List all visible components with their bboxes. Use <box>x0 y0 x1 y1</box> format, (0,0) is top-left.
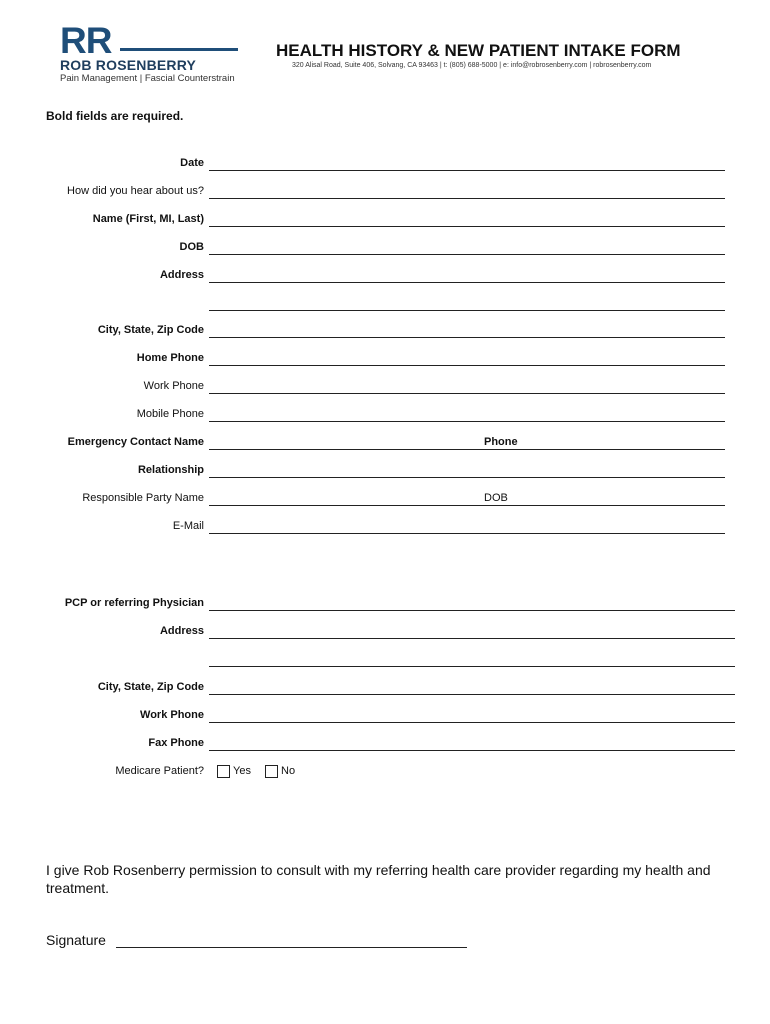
signature-line[interactable] <box>116 947 467 948</box>
field-label-relationship: Relationship <box>137 463 204 476</box>
field-label-pcp-or-referring-physician: PCP or referring Physician <box>64 597 204 609</box>
field-line-dob[interactable] <box>480 505 725 506</box>
field-line-e-mail[interactable] <box>209 533 725 534</box>
field-label-dob: DOB <box>484 491 508 504</box>
field-line-relationship[interactable] <box>209 477 725 478</box>
field-line-mobile-phone[interactable] <box>209 421 725 422</box>
field-label-fax-phone: Fax Phone <box>148 737 204 749</box>
field-line-emergency-contact-name[interactable] <box>209 449 480 450</box>
field-line-dob[interactable] <box>209 254 725 255</box>
field-label-date: Date <box>180 157 204 169</box>
medicare-yes-label: Yes <box>233 765 251 777</box>
signature-label: Signature <box>46 932 106 948</box>
field-label-address: Address <box>159 268 204 281</box>
field-label-how-did-you-hear-about-us: How did you hear about us? <box>67 184 204 197</box>
field-label-emergency-contact-name: Emergency Contact Name <box>67 436 204 448</box>
field-label-city-state-zip-code: City, State, Zip Code <box>97 681 204 693</box>
field-line-work-phone[interactable] <box>209 722 735 723</box>
field-line-blank[interactable] <box>209 310 725 311</box>
field-line-name-first-mi-last[interactable] <box>209 226 725 227</box>
field-label-name-first-mi-last: Name (First, MI, Last) <box>92 212 204 225</box>
logo-tagline: Pain Management | Fascial Counterstrain <box>60 73 235 84</box>
medicare-no-checkbox[interactable] <box>265 765 278 778</box>
field-line-blank[interactable] <box>209 666 735 667</box>
logo-name: ROB ROSENBERRY <box>60 57 197 73</box>
medicare-label: Medicare Patient? <box>115 765 204 777</box>
field-line-fax-phone[interactable] <box>209 750 735 751</box>
field-line-home-phone[interactable] <box>209 365 725 366</box>
field-line-responsible-party-name[interactable] <box>209 505 480 506</box>
field-label-dob: DOB <box>179 240 204 253</box>
field-line-phone[interactable] <box>480 449 725 450</box>
field-label-phone: Phone <box>484 436 518 448</box>
medicare-yes-checkbox[interactable] <box>217 765 230 778</box>
consent-statement: I give Rob Rosenberry permission to consult with my referring health care provider regarding my health and treatment. <box>46 862 711 896</box>
field-line-pcp-or-referring-physician[interactable] <box>209 610 735 611</box>
field-line-date[interactable] <box>209 170 725 171</box>
contact-info: 320 Alisal Road, Suite 406, Solvang, CA 93463 | t: (805) 688-5000 | e: info@robrosenberry.com | robrosenberry.com <box>292 62 652 69</box>
field-line-address[interactable] <box>209 282 725 283</box>
field-label-address: Address <box>159 625 204 637</box>
field-label-city-state-zip-code: City, State, Zip Code <box>97 324 204 337</box>
field-label-mobile-phone: Mobile Phone <box>136 408 204 421</box>
field-label-e-mail: E-Mail <box>172 519 204 532</box>
required-note: Bold fields are required. <box>46 109 184 123</box>
medicare-no-label: No <box>281 765 296 777</box>
field-line-how-did-you-hear-about-us[interactable] <box>209 198 725 199</box>
logo-bar <box>120 48 238 51</box>
field-line-city-state-zip-code[interactable] <box>209 337 725 338</box>
logo-initials: RR <box>60 20 112 61</box>
field-label-home-phone: Home Phone <box>136 352 204 365</box>
field-label-work-phone: Work Phone <box>143 380 204 393</box>
form-title: HEALTH HISTORY & NEW PATIENT INTAKE FORM <box>276 41 681 60</box>
field-label-responsible-party-name: Responsible Party Name <box>82 491 204 504</box>
field-label-work-phone: Work Phone <box>140 709 204 721</box>
field-line-address[interactable] <box>209 638 735 639</box>
field-line-city-state-zip-code[interactable] <box>209 694 735 695</box>
field-line-work-phone[interactable] <box>209 393 725 394</box>
